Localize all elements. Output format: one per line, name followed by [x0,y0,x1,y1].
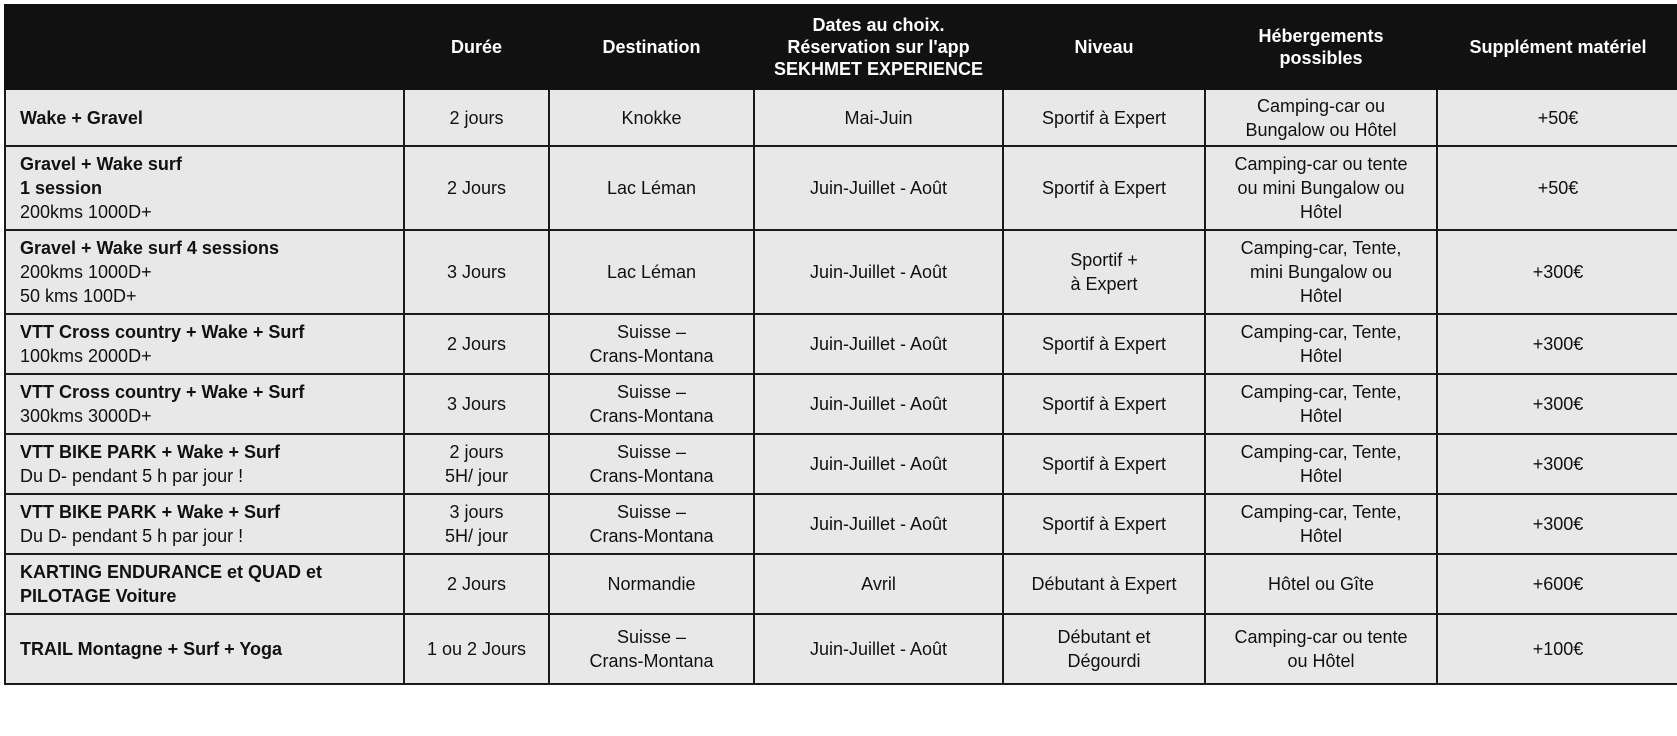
hebergement-line: Hôtel ou Gîte [1267,574,1375,594]
activity-name-line: VTT BIKE PARK + Wake + Surf [20,502,281,522]
hebergement-cell [1205,554,1437,614]
hebergement-line: Hôtel [1299,202,1343,222]
niveau-cell [1003,494,1205,554]
column-header-hebergement [1205,5,1437,89]
niveau-line: Sportif à Expert [1041,334,1167,354]
dates-cell [754,554,1003,614]
niveau-cell [1003,614,1205,684]
destination-line: Suisse – [616,382,687,402]
niveau-line: Dégourdi [1067,651,1141,671]
destination-line: Suisse – [616,442,687,462]
niveau-cell [1003,146,1205,230]
hebergement-cell [1205,89,1437,146]
duree-cell [404,374,549,434]
niveau-cell [1003,89,1205,146]
hebergement-line: mini Bungalow ou [1249,262,1393,282]
hebergement-line: Camping-car ou tente [1234,627,1408,647]
supplement-line: +50€ [1537,107,1579,128]
duree-cell [404,89,549,146]
supplement-cell [1437,374,1677,434]
dates-line: Juin-Juillet - Août [809,454,948,474]
hebergement-line: Hôtel [1299,346,1343,366]
supplement-line: +50€ [1537,178,1579,198]
offers-table-wrapper [4,4,1677,685]
niveau-line: Débutant à Expert [1031,574,1177,594]
supplement-line: +300€ [1532,334,1584,354]
dates-line: Juin-Juillet - Août [809,639,948,659]
duree-cell [404,434,549,494]
dates-line: Avril [861,574,896,594]
supplement-cell [1437,314,1677,374]
hebergement-line: Camping-car, Tente, [1240,442,1402,462]
destination-cell [549,434,754,494]
dates-line: Juin-Juillet - Août [809,178,948,198]
table-row [5,314,1677,374]
header-row [5,5,1677,89]
destination-line: Suisse – [616,502,687,522]
duree-line: 2 jours [449,442,504,462]
column-header-line: Hébergements [1258,26,1384,46]
destination-line: Knokke [621,107,682,128]
column-header-line: Destination [602,37,701,57]
supplement-line: +300€ [1532,514,1584,534]
destination-cell [549,89,754,146]
table-row [5,614,1677,684]
duree-line: 3 jours [449,502,504,522]
column-header-dates [754,5,1003,89]
duree-line: 5H/ jour [444,526,509,546]
table-row [5,230,1677,314]
column-header-supplement [1437,5,1677,89]
activity-name-cell [5,146,404,230]
dates-line: Juin-Juillet - Août [809,394,948,414]
column-header-line: SEKHMET EXPERIENCE [773,59,984,79]
niveau-line: Sportif à Expert [1041,107,1167,128]
destination-line: Suisse – [616,322,687,342]
destination-line: Lac Léman [606,262,697,282]
dates-line: Mai-Juin [844,107,913,128]
niveau-line: à Expert [1070,274,1138,294]
activity-name-cell [5,374,404,434]
duree-line: 2 Jours [446,178,507,198]
hebergement-cell [1205,314,1437,374]
dates-cell [754,434,1003,494]
niveau-line: Sportif à Expert [1041,394,1167,414]
duree-cell [404,554,549,614]
activity-name-line: Gravel + Wake surf [20,154,182,174]
niveau-cell [1003,314,1205,374]
duree-cell [404,230,549,314]
supplement-cell [1437,146,1677,230]
activity-name-cell [5,494,404,554]
hebergement-line: Camping-car ou tente [1234,154,1408,174]
hebergement-line: ou mini Bungalow ou [1237,178,1405,198]
duree-line: 2 Jours [446,574,507,594]
dates-cell [754,146,1003,230]
offers-table [4,4,1677,685]
activity-name-line: TRAIL Montagne + Surf + Yoga [20,639,283,659]
activity-name-cell [5,614,404,684]
activity-name-line: 300kms 3000D+ [20,406,152,426]
activity-name-line: 200kms 1000D+ [20,202,152,222]
supplement-line: +300€ [1532,394,1584,414]
duree-cell [404,614,549,684]
duree-line: 5H/ jour [444,466,509,486]
activity-name-cell [5,230,404,314]
activity-name-cell [5,89,404,146]
column-header-niveau [1003,5,1205,89]
activity-name-line: 100kms 2000D+ [20,346,152,366]
table-row [5,374,1677,434]
dates-line: Juin-Juillet - Août [809,262,948,282]
column-header-duree [404,5,549,89]
activity-name-line: VTT BIKE PARK + Wake + Surf [20,442,281,462]
hebergement-cell [1205,230,1437,314]
duree-line: 2 Jours [446,334,507,354]
column-header-line: Supplément matériel [1469,37,1647,57]
hebergement-cell [1205,146,1437,230]
niveau-line: Sportif à Expert [1041,514,1167,534]
supplement-line: +600€ [1532,574,1584,594]
hebergement-cell [1205,434,1437,494]
niveau-line: Sportif à Expert [1041,454,1167,474]
destination-line: Crans-Montana [589,651,714,671]
hebergement-line: ou Hôtel [1287,651,1355,671]
niveau-cell [1003,230,1205,314]
niveau-cell [1003,554,1205,614]
dates-cell [754,614,1003,684]
table-row [5,554,1677,614]
dates-cell [754,314,1003,374]
activity-name-line: PILOTAGE Voiture [20,586,177,606]
duree-cell [404,146,549,230]
niveau-cell [1003,434,1205,494]
hebergement-cell [1205,374,1437,434]
niveau-line: Sportif à Expert [1041,178,1167,198]
supplement-line: +300€ [1532,454,1584,474]
table-row [5,146,1677,230]
table-row [5,89,1677,146]
hebergement-line: Hôtel [1299,466,1343,486]
hebergement-line: Hôtel [1299,406,1343,426]
column-header-line: Niveau [1074,37,1134,57]
hebergement-line: Camping-car, Tente, [1240,322,1402,342]
activity-name-line: Gravel + Wake surf 4 sessions [20,238,279,258]
supplement-cell [1437,554,1677,614]
dates-cell [754,374,1003,434]
column-header-line: Dates au choix. [812,15,945,35]
header-corner-cell [5,5,404,89]
duree-line: 3 Jours [446,262,507,282]
supplement-cell [1437,230,1677,314]
duree-cell [404,314,549,374]
dates-cell [754,89,1003,146]
activity-name-line: 50 kms 100D+ [20,286,137,306]
destination-line: Suisse – [616,627,687,647]
activity-name-line: Wake + Gravel [20,107,143,128]
dates-cell [754,230,1003,314]
niveau-cell [1003,374,1205,434]
hebergement-line: Hôtel [1299,526,1343,546]
destination-line: Crans-Montana [589,466,714,486]
hebergement-line: Bungalow ou Hôtel [1245,119,1397,140]
supplement-line: +300€ [1532,262,1584,282]
destination-line: Crans-Montana [589,346,714,366]
hebergement-cell [1205,494,1437,554]
hebergement-line: Camping-car, Tente, [1240,502,1402,522]
hebergement-cell [1205,614,1437,684]
destination-cell [549,374,754,434]
dates-cell [754,494,1003,554]
activity-name-line: Du D- pendant 5 h par jour ! [20,526,244,546]
column-header-line: possibles [1279,48,1363,68]
duree-cell [404,494,549,554]
activity-name-line: VTT Cross country + Wake + Surf [20,322,305,342]
table-row [5,494,1677,554]
duree-line: 2 jours [449,107,504,128]
supplement-cell [1437,494,1677,554]
destination-cell [549,614,754,684]
niveau-line: Débutant et [1057,627,1151,647]
dates-line: Juin-Juillet - Août [809,514,948,534]
destination-line: Normandie [607,574,696,594]
hebergement-line: Hôtel [1299,286,1343,306]
table-row [5,434,1677,494]
dates-line: Juin-Juillet - Août [809,334,948,354]
column-header-destination [549,5,754,89]
destination-cell [549,494,754,554]
activity-name-line: 200kms 1000D+ [20,262,152,282]
activity-name-line: KARTING ENDURANCE et QUAD et [20,562,323,582]
niveau-line: Sportif + [1070,250,1138,270]
destination-line: Crans-Montana [589,526,714,546]
activity-name-cell [5,314,404,374]
table-body [5,89,1677,684]
activity-name-line: Du D- pendant 5 h par jour ! [20,466,244,486]
destination-cell [549,554,754,614]
activity-name-line: 1 session [20,178,103,198]
destination-line: Crans-Montana [589,406,714,426]
activity-name-line: VTT Cross country + Wake + Surf [20,382,305,402]
hebergement-line: Camping-car, Tente, [1240,238,1402,258]
destination-line: Lac Léman [606,178,697,198]
hebergement-line: Camping-car ou [1256,95,1386,116]
duree-line: 1 ou 2 Jours [426,639,527,659]
destination-cell [549,230,754,314]
activity-name-cell [5,434,404,494]
supplement-cell [1437,614,1677,684]
destination-cell [549,314,754,374]
supplement-cell [1437,89,1677,146]
supplement-cell [1437,434,1677,494]
column-header-line: Durée [450,37,503,57]
destination-cell [549,146,754,230]
hebergement-line: Camping-car, Tente, [1240,382,1402,402]
duree-line: 3 Jours [446,394,507,414]
activity-name-cell [5,554,404,614]
supplement-line: +100€ [1532,639,1584,659]
column-header-line: Réservation sur l'app [787,37,970,57]
